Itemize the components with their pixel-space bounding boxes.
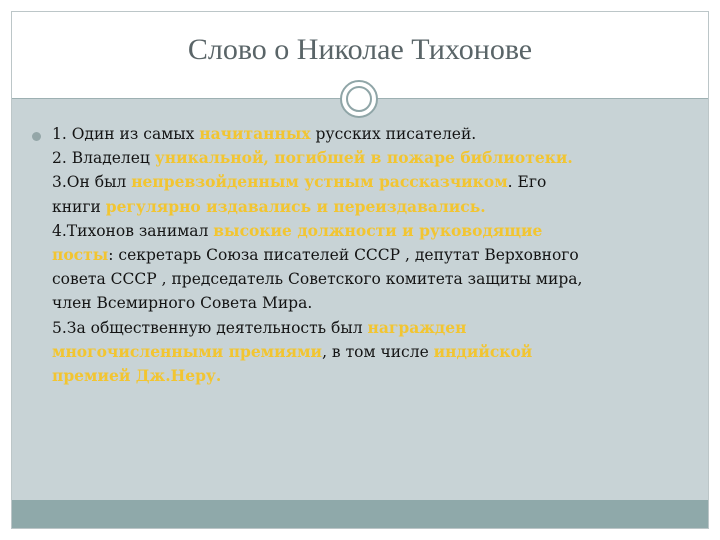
text-segment: русских писателей. [310,125,477,143]
text-line [52,340,692,364]
text-segment: книги [52,197,106,216]
highlighted-text: высокие должности и руководящие [213,220,543,240]
highlighted-text: награжден [367,317,467,337]
text-segment: , в том числе [322,342,434,361]
text-segment: 5.За общественную деятельность был [52,318,368,337]
text-line [52,243,692,267]
text-line [52,364,692,388]
text-segment: 4.Тихонов занимал [52,221,214,240]
bullet-text [52,122,692,388]
ring-ornament-icon [340,80,378,118]
footer-bar [12,500,708,528]
highlighted-text: посты [52,245,109,265]
text-segment: : секретарь Союза писателей СССР , депутат Верховного [108,246,579,265]
text-segment: . Его [507,173,547,192]
highlighted-text: регулярно издавались и переиздавались. [105,196,486,216]
text-line [52,122,692,146]
text-segment: 2. Владелец [52,149,155,168]
text-line [52,316,692,340]
highlighted-text: многочисленными премиями [52,341,323,361]
highlighted-text: уникальной, погибшей в пожаре библиотеки. [154,148,573,168]
text-line [52,170,692,194]
highlighted-text: непревзойденным устным рассказчиком [131,172,508,192]
text-line [52,219,692,243]
highlighted-text: начитанных [199,124,311,143]
highlighted-text: индийской [433,341,533,361]
text-line [52,267,692,291]
highlighted-text: премией Дж.Неру. [52,366,222,386]
slide-title: Слово о Николае Тихонове [187,33,533,66]
text-line [52,146,692,170]
text-segment: совета СССР , председатель Советского комитета защиты мира, [52,270,583,289]
text-segment: 1. Один из самых [52,125,200,143]
text-segment: 3.Он был [52,173,132,192]
text-line [52,195,692,219]
text-line [52,291,692,315]
text-segment: член Всемирного Совета Мира. [52,294,313,313]
bullet-icon [32,132,41,141]
